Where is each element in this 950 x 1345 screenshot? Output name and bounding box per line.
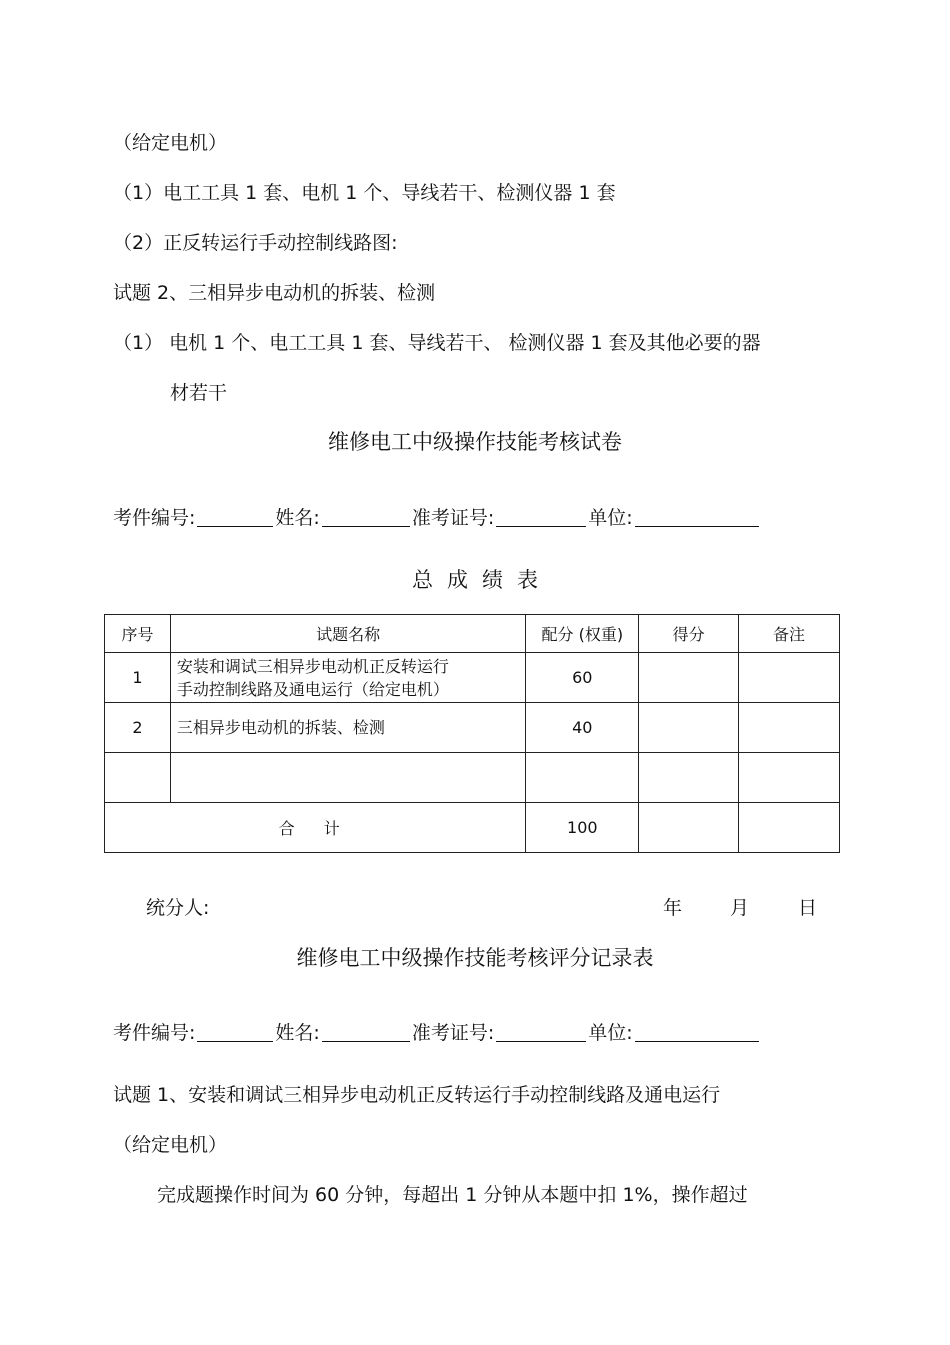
intro-line-tools-1: （1）电工工具 1 套、电机 1 个、导线若干、检测仪器 1 套	[113, 182, 616, 204]
row-score-cell[interactable]	[639, 653, 739, 703]
exam-fields-row	[113, 503, 761, 530]
row-remark-cell[interactable]	[739, 703, 840, 753]
row-name	[170, 753, 525, 803]
total-label: 合 计	[105, 803, 526, 853]
record-fields-row	[113, 1018, 761, 1045]
record-field-name-blank[interactable]	[322, 1021, 410, 1042]
exam-field-name-blank[interactable]	[322, 506, 410, 527]
exam-field-name-label: 姓名:	[275, 507, 320, 529]
record-field-ticket-label: 准考证号:	[411, 1022, 495, 1044]
record-field-id-blank[interactable]	[197, 1021, 273, 1042]
row-no: 1	[105, 653, 171, 703]
record-field-id-label: 考件编号:	[113, 1022, 196, 1044]
record-time-note: 完成题操作时间为 60 分钟，每超出 1 分钟从本题中扣 1%，操作超过	[157, 1184, 748, 1206]
total-value: 100	[526, 803, 639, 853]
record-field-name-label: 姓名:	[275, 1022, 320, 1044]
intro-line-diagram: （2）正反转运行手动控制线路图:	[113, 232, 398, 254]
row-score-cell[interactable]	[639, 753, 739, 803]
intro-line-tools-2: （1） 电机 1 个、电工工具 1 套、导线若干、 检测仪器 1 套及其他必要的器	[113, 332, 761, 354]
row-name	[170, 653, 525, 703]
record-field-unit-label: 单位:	[588, 1022, 633, 1044]
exam-field-ticket-blank[interactable]	[496, 506, 586, 527]
summary-header-row	[105, 615, 840, 653]
header-name: 试题名称	[170, 615, 525, 653]
summary-title: 总成绩表	[412, 568, 552, 592]
row-weight: 40	[526, 703, 639, 753]
row-score-cell[interactable]	[639, 703, 739, 753]
row-name-line: 三相异步电动机的拆装、检测	[176, 718, 385, 737]
row-remark-cell[interactable]	[739, 753, 840, 803]
record-field-ticket-blank[interactable]	[496, 1021, 586, 1042]
header-weight: 配分 (权重)	[526, 615, 639, 653]
total-score-cell[interactable]	[639, 803, 739, 853]
header-score: 得分	[639, 615, 739, 653]
total-row	[105, 803, 840, 853]
row-name	[170, 703, 525, 753]
intro-line-question-2: 试题 2、三相异步电动机的拆装、检测	[113, 282, 436, 304]
date-month: 月	[730, 897, 750, 919]
scorer-label: 统分人:	[146, 897, 210, 919]
record-question-given-motor: （给定电机）	[113, 1134, 228, 1156]
row-weight: 60	[526, 653, 639, 703]
record-question-line: 试题 1、安装和调试三相异步电动机正反转运行手动控制线路及通电运行	[113, 1084, 721, 1106]
row-remark-cell[interactable]	[739, 653, 840, 703]
exam-field-id-label: 考件编号:	[113, 507, 196, 529]
record-field-unit-blank[interactable]	[635, 1021, 759, 1042]
date-year: 年	[663, 897, 683, 919]
exam-title: 维修电工中级操作技能考核试卷	[328, 430, 622, 454]
intro-line-given-motor: （给定电机）	[113, 132, 228, 154]
table-row	[105, 653, 840, 703]
row-no	[105, 753, 171, 803]
row-no: 2	[105, 703, 171, 753]
row-name-line: 安装和调试三相异步电动机正反转运行	[176, 656, 449, 676]
summary-table	[104, 614, 840, 853]
header-no: 序号	[105, 615, 171, 653]
table-row-empty	[105, 753, 840, 803]
row-name-line: 手动控制线路及通电运行（给定电机）	[176, 679, 449, 699]
header-remark: 备注	[739, 615, 840, 653]
exam-field-ticket-label: 准考证号:	[411, 507, 495, 529]
record-title: 维修电工中级操作技能考核评分记录表	[296, 946, 654, 970]
date-day: 日	[798, 897, 818, 919]
intro-line-materials: 材若干	[170, 382, 228, 404]
total-remark-cell[interactable]	[739, 803, 840, 853]
exam-field-id-blank[interactable]	[197, 506, 273, 527]
exam-field-unit-label: 单位:	[588, 507, 633, 529]
row-weight	[526, 753, 639, 803]
exam-field-unit-blank[interactable]	[635, 506, 759, 527]
table-row	[105, 703, 840, 753]
